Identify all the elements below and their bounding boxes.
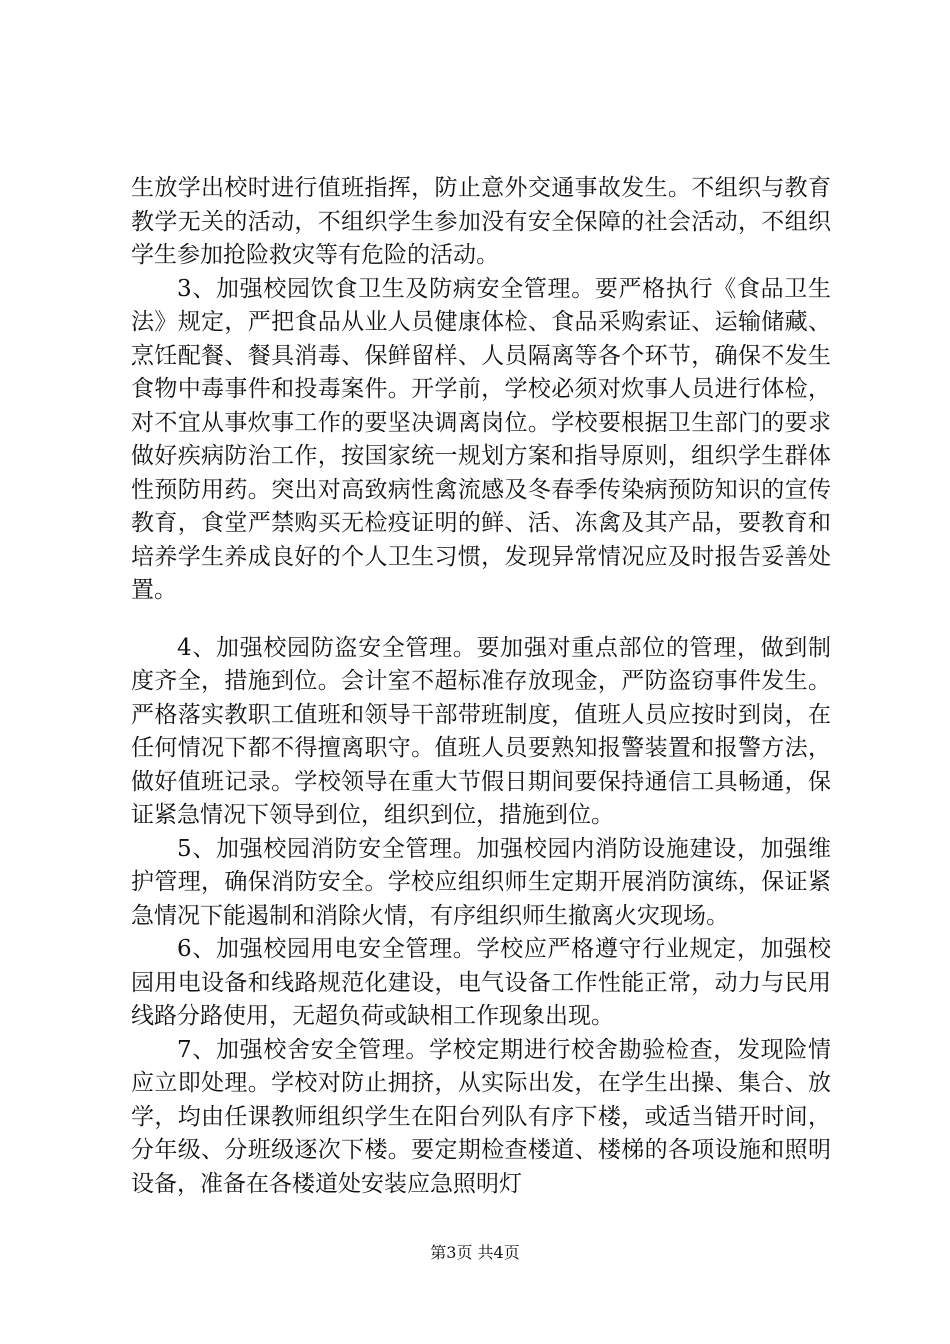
- paragraph-item-3: 3、加强校园饮食卫生及防病安全管理。要严格执行《食品卫生法》规定，严把食品从业人员健康体检、食品采购索证、运输储藏、烹饪配餐、餐具消毒、保鲜留样、人员隔离等各个环节，确保不发生食物中毒事件和投毒案件。开学前，学校必须对炊事人员进行体检，对不宜从事炊事工作的要坚决调离岗位。学校要根据卫生部门的要求做好疾病防治工作，按国家统一规划方案和指导原则，组织学生群体性预防用药。突出对高致病性禽流感及冬春季传染病预防知识的宣传教育，食堂严禁购买无检疫证明的鲜、活、冻禽及其产品，要教育和培养学生养成良好的个人卫生习惯，发现异常情况应及时报告妥善处置。: [131, 275, 831, 603]
- paragraph-continuation: 生放学出校时进行值班指挥，防止意外交通事故发生。不组织与教育教学无关的活动，不组织学生参加没有安全保障的社会活动，不组织学生参加抢险救灾等有危险的活动。: [131, 175, 831, 268]
- paragraph-item-5: 5、加强校园消防安全管理。加强校园内消防设施建设，加强维护管理，确保消防安全。学校应组织师生定期开展消防演练，保证紧急情况下能遏制和消除火情，有序组织师生撤离火灾现场。: [131, 835, 831, 929]
- paragraph-item-7: 7、加强校舍安全管理。学校定期进行校舍勘验检查，发现险情应立即处理。学校对防止拥挤，从实际出发，在学生出操、集合、放学，均由任课教师组织学生在阳台列队有序下楼，或适当错开时间，分年级、分班级逐次下楼。要定期检查楼道、楼梯的各项设施和照明设备，准备在各楼道处安装应急照明灯: [131, 1036, 831, 1197]
- paragraph-item-6: 6、加强校园用电安全管理。学校应严格遵守行业规定，加强校园用电设备和线路规范化建设，电气设备工作性能正常，动力与民用线路分路使用，无超负荷或缺相工作现象出现。: [131, 936, 831, 1029]
- page-footer: 第3页 共4页: [430, 1243, 520, 1262]
- document-body: [131, 172, 831, 1201]
- paragraph-gap: [131, 608, 831, 632]
- paragraph-item-4: 4、加强校园防盗安全管理。要加强对重点部位的管理，做到制度齐全，措施到位。会计室不超标准存放现金，严防盗窃事件发生。严格落实教职工值班和领导干部带班制度，值班人员应按时到岗，在任何情况下都不得擅离职守。值班人员要熟知报警装置和报警方法，做好值班记录。学校领导在重大节假日期间要保持通信工具畅通，保证紧急情况下领导到位，组织到位，措施到位。: [131, 634, 831, 828]
